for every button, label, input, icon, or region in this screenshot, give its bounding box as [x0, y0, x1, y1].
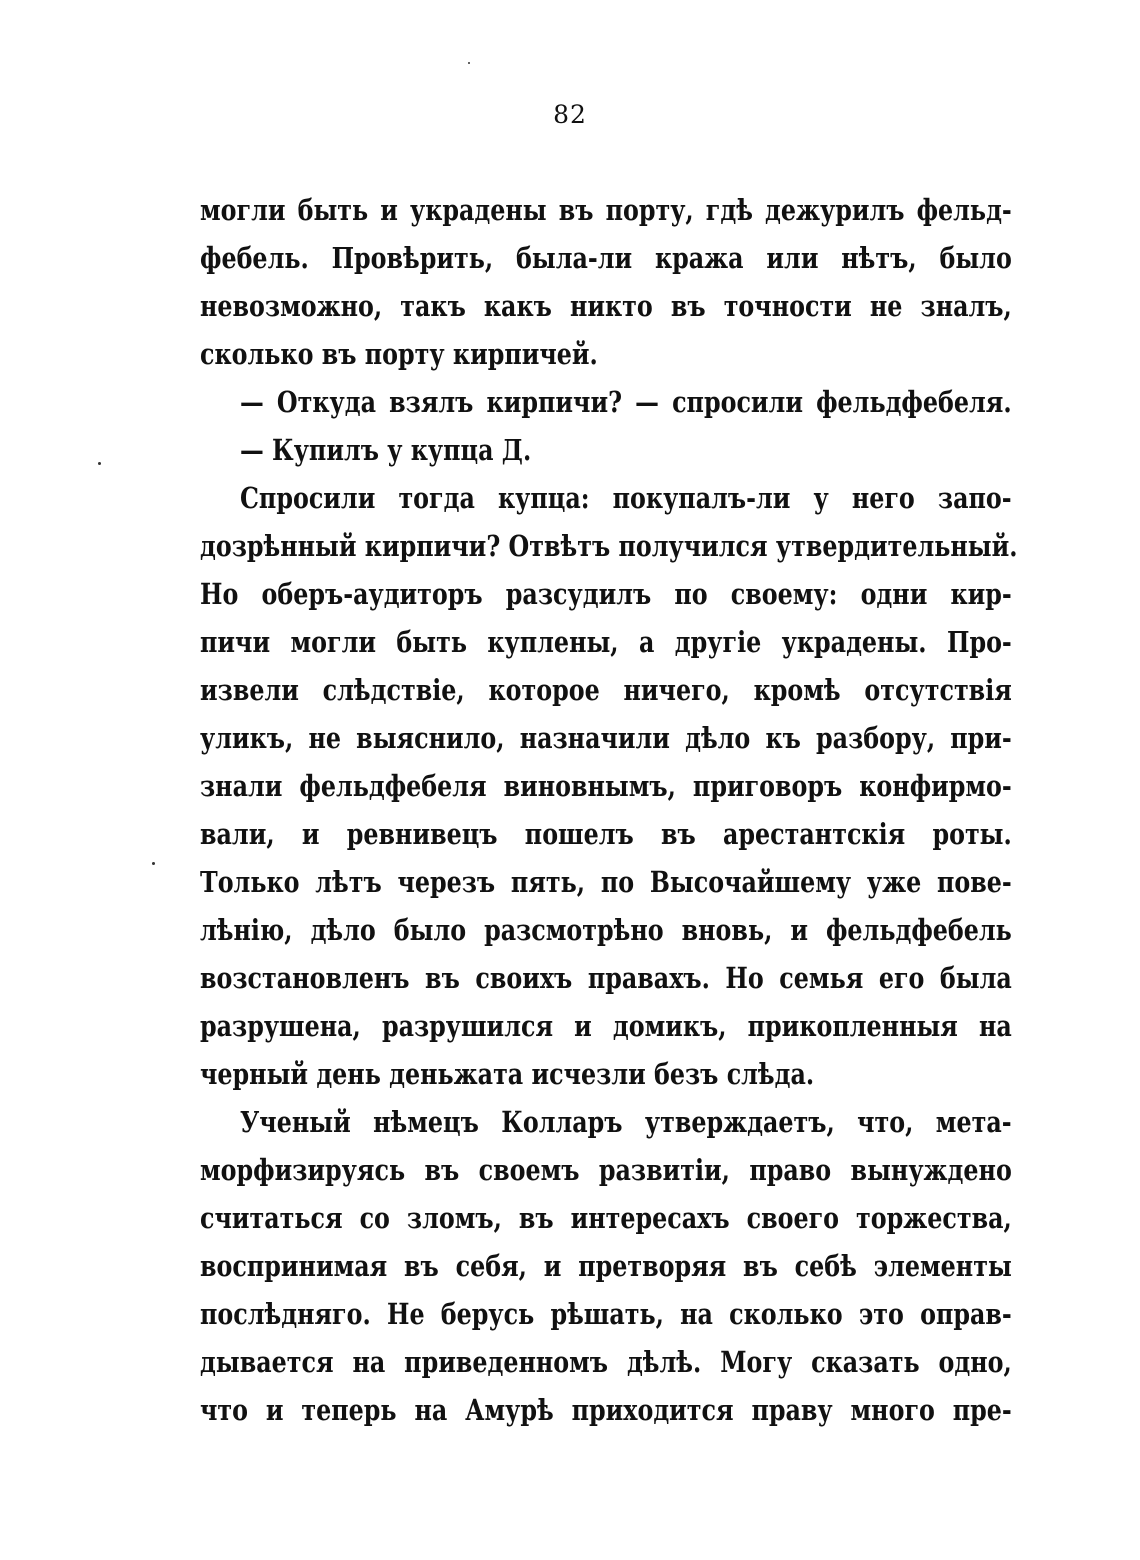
text-line: дозрѣнный кирпичи? Отвѣтъ получился утвердительный.: [200, 529, 1018, 563]
print-speck: [152, 862, 155, 865]
text-line: фебель. Провѣрить, была-ли кража или нѣтъ, было: [200, 241, 1012, 275]
text-line: Но оберъ-аудиторъ разсудилъ по своему: одни кир-: [200, 577, 1012, 611]
text-line: черный день деньжата исчезли безъ слѣда.: [200, 1057, 815, 1091]
text-line: возстановленъ въ своихъ правахъ. Но семья его была: [200, 961, 1012, 995]
text-line: знали фельдфебеля виновнымъ, приговоръ конфирмо-: [200, 769, 1012, 803]
text-line: сколько въ порту кирпичей.: [200, 337, 598, 371]
print-speck: [468, 62, 470, 64]
text-line: извели слѣдствіе, которое ничего, кромѣ отсутствія: [200, 673, 1012, 707]
text-line: Спросили тогда купца: покупалъ-ли у него запо-: [240, 481, 1012, 515]
page-number: 82: [553, 100, 587, 129]
text-line: пичи могли быть куплены, а другіе украдены. Про-: [200, 625, 1012, 659]
dialogue-line: — Купилъ у купца Д.: [240, 433, 532, 467]
text-line: невозможно, такъ какъ никто въ точности не зналъ,: [200, 289, 1012, 323]
text-line: что и теперь на Амурѣ приходится праву много пре-: [200, 1393, 1012, 1427]
dialogue-line: — Откуда взялъ кирпичи? — спросили фельдфебеля.: [240, 385, 1012, 419]
text-line: морфизируясь въ своемъ развитіи, право вынуждено: [200, 1153, 1012, 1187]
text-line: воспринимая въ себя, и претворяя въ себѣ элементы: [200, 1249, 1012, 1283]
text-line: дывается на приведенномъ дѣлѣ. Могу сказать одно,: [200, 1345, 1012, 1379]
text-line: послѣдняго. Не берусь рѣшать, на сколько это оправ-: [200, 1297, 1012, 1331]
text-line: лѣнію, дѣло было разсмотрѣно вновь, и фельдфебель: [200, 913, 1012, 947]
text-line: Ученый нѣмецъ Колларъ утверждаетъ, что, мета-: [240, 1105, 1012, 1139]
text-line: Только лѣтъ черезъ пять, по Высочайшему уже пове-: [200, 865, 1012, 899]
text-line: считаться со зломъ, въ интересахъ своего торжества,: [200, 1201, 1012, 1235]
text-line: могли быть и украдены въ порту, гдѣ дежурилъ фельд-: [200, 193, 1012, 227]
text-line: разрушена, разрушился и домикъ, прикопленныя на: [200, 1009, 1012, 1043]
print-speck: [98, 462, 101, 465]
text-line: уликъ, не выяснило, назначили дѣло къ разбору, при-: [200, 721, 1012, 755]
text-line: вали, и ревнивецъ пошелъ въ арестантскія роты.: [200, 817, 1012, 851]
